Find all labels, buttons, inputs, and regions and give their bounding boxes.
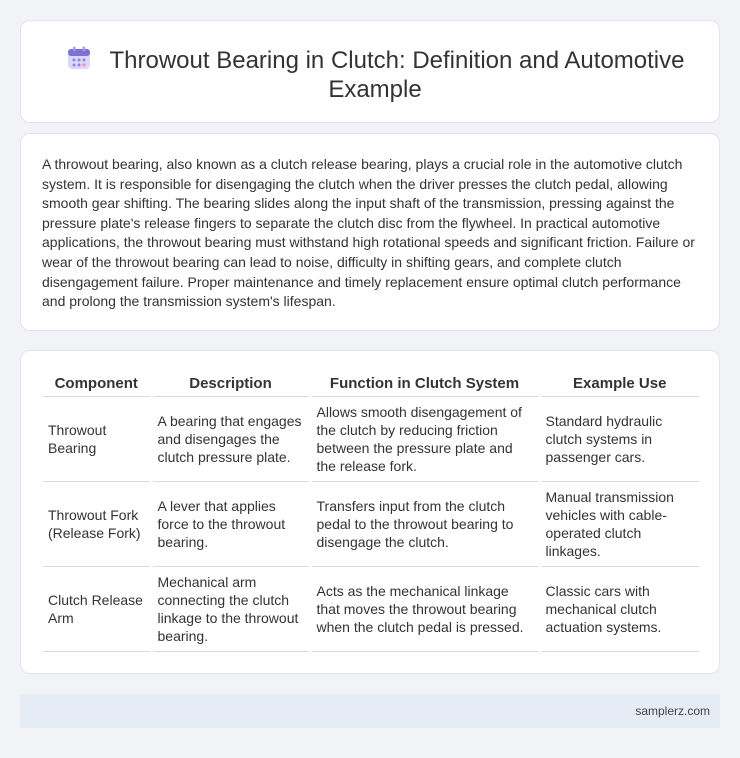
cell-function: Allows smooth disengagement of the clutch by reducing friction between the pressure plate and the release fork. [310, 396, 539, 481]
cell-component: Throwout Bearing [43, 396, 151, 481]
title-card [20, 20, 720, 123]
calendar-icon [66, 45, 92, 71]
table-header-row [43, 372, 699, 396]
cell-description: A bearing that engages and disengages the clutch pressure plate. [151, 396, 310, 481]
page-title [61, 45, 689, 104]
cell-example-use: Classic cars with mechanical clutch actuation systems. [539, 566, 699, 651]
cell-component: Throwout Fork (Release Fork) [43, 481, 151, 566]
header-example-use: Example Use [539, 372, 699, 396]
header-description: Description [151, 372, 310, 396]
intro-paragraph: A throwout bearing, also known as a clutch release bearing, plays a crucial role in the automotive clutch system. It is responsible for disengaging the clutch when the driver presses the clutch pedal, allowing smooth gear shifting. The bearing slides along the input shaft of the transmission, pressing against the pressure plate's release fingers to separate the clutch disc from the flywheel. In practical automotive applications, the throwout bearing must withstand high rotational speeds and significant friction. Failure or wear of the throwout bearing can lead to noise, difficulty in shifting gears, and complete clutch disengagement failure. Proper maintenance and timely replacement ensure optimal clutch performance and prolong the transmission system's lifespan. [42, 156, 695, 310]
table-row [43, 396, 699, 481]
header-component: Component [43, 372, 151, 396]
components-table [43, 372, 699, 652]
table-row [43, 566, 699, 651]
intro-card [20, 133, 720, 331]
cell-example-use: Manual transmission vehicles with cable-operated clutch linkages. [539, 481, 699, 566]
header-function: Function in Clutch System [310, 372, 539, 396]
cell-description: A lever that applies force to the throwout bearing. [151, 481, 310, 566]
cell-function: Acts as the mechanical linkage that moves the throwout bearing when the clutch pedal is pressed. [310, 566, 539, 651]
table-card [20, 350, 720, 674]
cell-function: Transfers input from the clutch pedal to the throwout bearing to disengage the clutch. [310, 481, 539, 566]
footer-site-link[interactable]: samplerz.com [635, 704, 710, 718]
table-row [43, 481, 699, 566]
cell-description: Mechanical arm connecting the clutch linkage to the throwout bearing. [151, 566, 310, 651]
cell-component: Clutch Release Arm [43, 566, 151, 651]
footer [20, 694, 720, 728]
cell-example-use: Standard hydraulic clutch systems in passenger cars. [539, 396, 699, 481]
page-title-text: Throwout Bearing in Clutch: Definition and Automotive Example [109, 47, 685, 103]
